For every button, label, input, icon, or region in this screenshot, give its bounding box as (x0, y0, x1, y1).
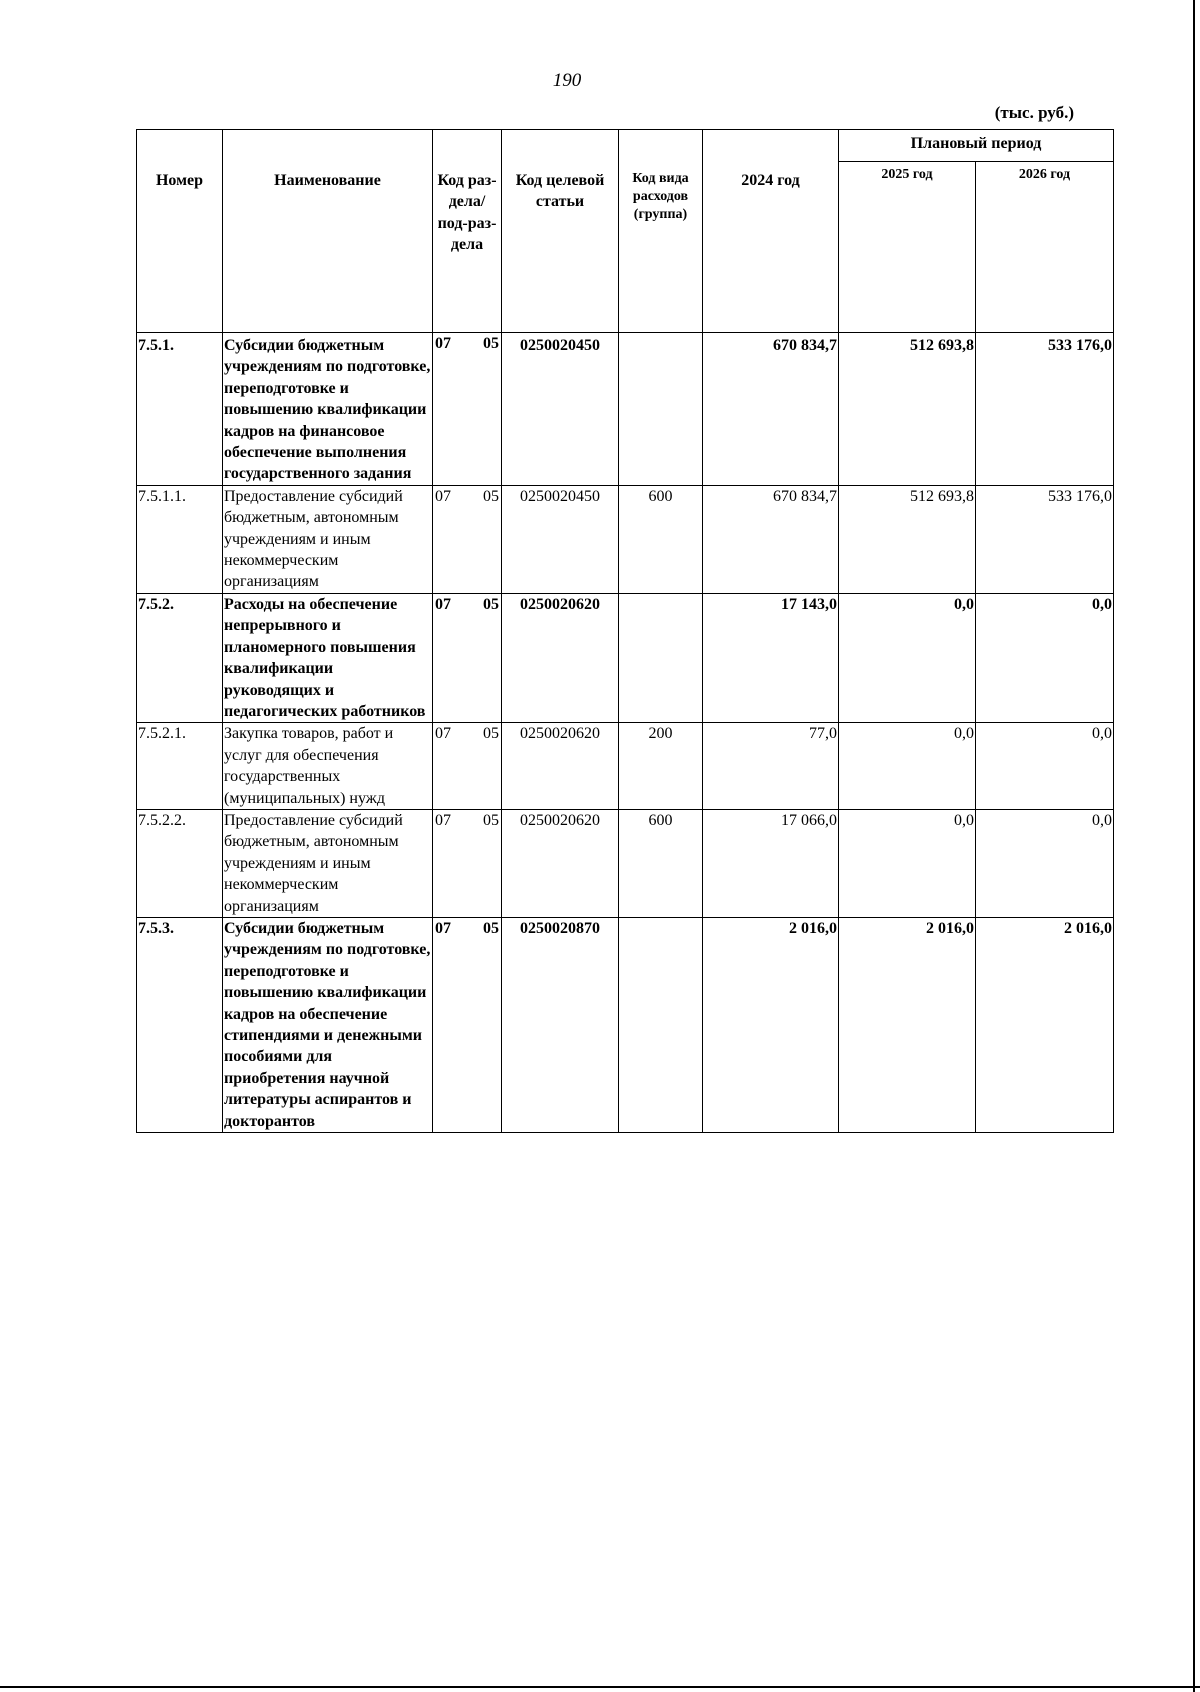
row-amount-2025: 0,0 (839, 593, 976, 722)
subsection-code: 05 (483, 335, 499, 352)
row-expense-group (619, 593, 703, 722)
row-name: Закупка товаров, работ и услуг для обеспечения государственных (муниципальных) нужд (223, 723, 433, 810)
row-number: 7.5.1.1. (137, 485, 223, 593)
header-section-code: Код раз-дела/ под-раз-дела (433, 130, 502, 333)
row-amount-2025: 512 693,8 (839, 333, 976, 486)
row-number: 7.5.2.2. (137, 809, 223, 917)
section-code: 07 (435, 487, 451, 505)
page-bottom-line (0, 1686, 1200, 1688)
row-target-code: 0250020620 (502, 593, 619, 722)
subsection-code: 05 (483, 919, 499, 937)
units-label: (тыс. руб.) (994, 103, 1074, 122)
row-expense-group: 200 (619, 723, 703, 810)
row-number: 7.5.2. (137, 593, 223, 722)
budget-table (136, 129, 1114, 1133)
row-expense-group: 600 (619, 485, 703, 593)
row-amount-2025: 2 016,0 (839, 917, 976, 1132)
row-amount-2024: 670 834,7 (703, 333, 839, 486)
row-amount-2026: 0,0 (976, 723, 1114, 810)
table-row (137, 917, 1114, 1132)
section-code: 07 (435, 725, 451, 743)
row-amount-2024: 670 834,7 (703, 485, 839, 593)
row-number: 7.5.1. (137, 333, 223, 486)
header-2025: 2025 год (839, 162, 976, 333)
header-2026: 2026 год (976, 162, 1114, 333)
header-2024: 2024 год (703, 130, 839, 333)
row-name: Расходы на обеспечение непрерывного и планомерного повышения квалификации руководящих и педагогических работников (223, 593, 433, 722)
row-target-code: 0250020450 (502, 485, 619, 593)
table-row (137, 593, 1114, 722)
row-target-code: 0250020870 (502, 917, 619, 1132)
page-edge-line (1193, 0, 1195, 1692)
page-number: 190 (552, 70, 582, 91)
row-number: 7.5.2.1. (137, 723, 223, 810)
subsection-code: 05 (483, 595, 499, 613)
row-name: Субсидии бюджетным учреждениям по подготовке, переподготовке и повышению квалификации кадров на обеспечение стипендиями и денежными пособиями для приобретения научной литературы аспирантов и докторантов (223, 917, 433, 1132)
subsection-code: 05 (483, 725, 499, 743)
header-target-code: Код целевой статьи (502, 130, 619, 333)
table-row (137, 485, 1114, 593)
row-amount-2024: 17 143,0 (703, 593, 839, 722)
table-row (137, 333, 1114, 486)
subsection-code: 05 (483, 487, 499, 505)
header-name: Наименование (223, 130, 433, 333)
row-section-code (433, 593, 502, 722)
row-section-code (433, 917, 502, 1132)
row-amount-2025: 0,0 (839, 809, 976, 917)
header-expense-group: Код вида расходов (группа) (619, 130, 703, 333)
table-header-row (137, 130, 1114, 162)
row-expense-group: 600 (619, 809, 703, 917)
row-amount-2026: 0,0 (976, 809, 1114, 917)
row-expense-group (619, 333, 703, 486)
row-target-code: 0250020620 (502, 809, 619, 917)
row-amount-2026: 2 016,0 (976, 917, 1114, 1132)
row-amount-2024: 17 066,0 (703, 809, 839, 917)
header-number: Номер (137, 130, 223, 333)
row-name: Предоставление субсидий бюджетным, автономным учреждениям и иным некоммерческим организациям (223, 485, 433, 593)
row-target-code: 0250020450 (502, 333, 619, 486)
table-row (137, 809, 1114, 917)
row-name: Предоставление субсидий бюджетным, автономным учреждениям и иным некоммерческим организациям (223, 809, 433, 917)
section-code: 07 (435, 811, 451, 829)
section-code: 07 (435, 335, 451, 352)
row-expense-group (619, 917, 703, 1132)
row-amount-2024: 77,0 (703, 723, 839, 810)
table-row (137, 723, 1114, 810)
row-amount-2026: 533 176,0 (976, 485, 1114, 593)
row-section-code (433, 485, 502, 593)
section-code: 07 (435, 919, 451, 937)
row-amount-2026: 0,0 (976, 593, 1114, 722)
row-amount-2024: 2 016,0 (703, 917, 839, 1132)
row-amount-2026: 533 176,0 (976, 333, 1114, 486)
row-section-code (433, 809, 502, 917)
row-amount-2025: 512 693,8 (839, 485, 976, 593)
subsection-code: 05 (483, 811, 499, 829)
row-section-code (433, 333, 502, 486)
row-amount-2025: 0,0 (839, 723, 976, 810)
row-section-code (433, 723, 502, 810)
header-planned-period: Плановый период (839, 130, 1114, 162)
row-target-code: 0250020620 (502, 723, 619, 810)
row-name: Субсидии бюджетным учреждениям по подготовке, переподготовке и повышению квалификации кадров на финансовое обеспечение выполнения государственного задания (223, 333, 433, 486)
section-code: 07 (435, 595, 451, 613)
row-number: 7.5.3. (137, 917, 223, 1132)
